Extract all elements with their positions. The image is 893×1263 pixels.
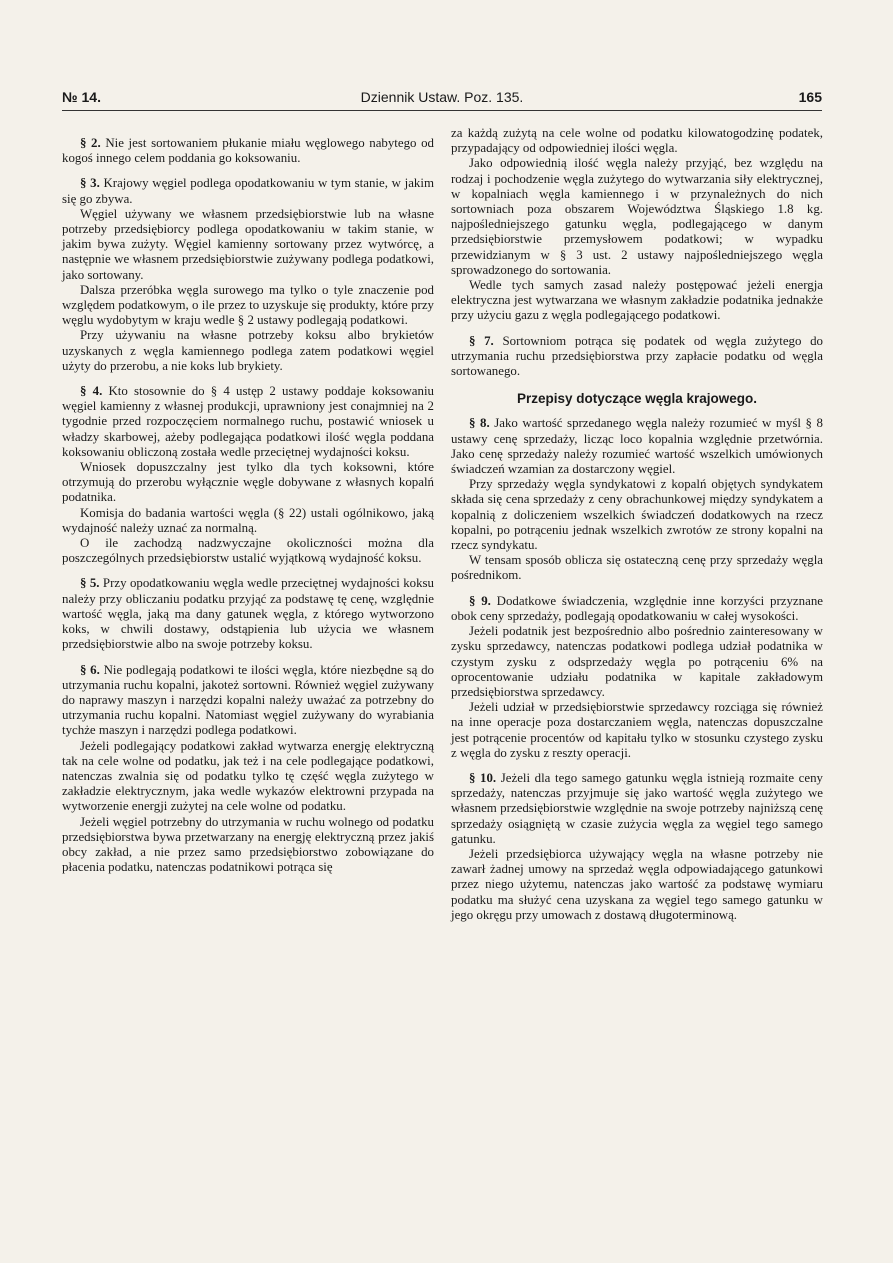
section-number: § 3.: [80, 176, 100, 191]
paragraph-text: Przy sprzedaży węgla syndykatowi z kopalń objętych syndykatem składa się cena sprzedaży z ceny obrachunkowej między syndykatem a kopalnią z doliczeniem wszelkich świadczeń dodatkowych na rzecz kopalni, po potrąceniu jednak wszelkich zwrotów ze strony kopalni na rzecz syndykatu.: [451, 477, 823, 553]
paragraph-text: W tensam sposób oblicza się ostateczną cenę przy sprzedaży węgla pośrednikom.: [451, 553, 823, 583]
paragraph: [451, 700, 823, 761]
paragraph-text: Jeżeli dla tego samego gatunku węgla istnieją rozmaite ceny sprzedaży, natenczas przyjmuje się jako wartość węgla zużytego we własnem przedsiębiorstwie względnie na swoje potrzeby najniższą cenę sprzedaży osiągniętą w czasie zużycia węgla za węgiel tego samego gatunku.: [451, 770, 823, 846]
paragraph: [62, 815, 434, 876]
paragraph: [62, 176, 434, 206]
paragraph: [62, 283, 434, 329]
paragraph: [62, 207, 434, 283]
paragraph: [62, 384, 434, 460]
paragraph-text: Węgiel używany we własnem przedsiębiorstwie lub na własne potrzeby przedsiębiorcy podlega opodatkowaniu w takim stanie, w jakim bywa zużyty. Węgiel kamienny sortowany przez wytwórcę, a następnie we własnem przedsiębiorstwie zużywany podlega podatkowi, jako sortowany.: [62, 206, 434, 282]
paragraph-text: Wedle tych samych zasad należy postępować jeżeli energja elektryczna jest wytwarzana we własnym zakładzie podatnika jednakże przy użyciu gazu z węgla podlegającego podatkowi.: [451, 278, 823, 323]
paragraph: [451, 624, 823, 700]
paragraph-text: Jeżeli przedsiębiorca używający węgla na własne potrzeby nie zawarł żadnej umowy na sprzedaż węgla odpowiadającego gatunkowi przez niego użytemu, natenczas jako wartość za podstawę wymiaru podatku ma służyć cena uzyskana za węgiel tego samego gatunku w jego okręgu przy umowach z dostawą długoterminową.: [451, 846, 823, 922]
paragraph: [62, 506, 434, 536]
page-header: [62, 89, 822, 109]
paragraph-text: Jako odpowiednią ilość węgla należy przyjąć, bez względu na rodzaj i pochodzenie węgla zużytego do wytwarzania siły elektrycznej, w kopalniach węgla kamiennego i w przynależnych do nich sortowniach poza obszarem Województwa Śląskiego 1.8 kg. najpośledniejszego gatunku węgla, podlegającego w danym przedsiębiorstwie przemysłowem podatkowi; w wypadku przewidzianym w § 3 ust. 2 ustawy najpośledniejszego węgla sprowadzonego do sortowania.: [451, 156, 823, 277]
section-number: § 10.: [469, 770, 497, 785]
paragraph: [451, 477, 823, 553]
right-column-bottom: [451, 416, 823, 923]
paragraph-text: Krajowy węgiel podlega opodatkowaniu w tym stanie, w jakim się go zbywa.: [62, 176, 434, 206]
paragraph: [62, 328, 434, 374]
section-number: § 2.: [80, 136, 101, 150]
paragraph-text: Dodatkowe świadczenia, względnie inne korzyści przyznane obok ceny sprzedaży, podlegają opodatkowaniu w całej wysokości.: [451, 593, 823, 623]
paragraph-text: Nie jest sortowaniem płukanie miału węglowego nabytego od kogoś innego celem poddania go koksowaniu.: [62, 136, 434, 166]
paragraph: [451, 126, 823, 156]
paragraph-text: Sortowniom potrąca się podatek od węgla zużytego do utrzymania ruchu przedsiębiorstwa przy zapłacie podatku od węgla sortowanego.: [451, 333, 823, 379]
paragraph-text: Wniosek dopuszczalny jest tylko dla tych koksowni, które otrzymują do przerobu wyłącznie węgle dobywane z własnych kopalń podatnika.: [62, 460, 434, 505]
right-column-top: [451, 126, 823, 379]
paragraph-text: Nie podlegają podatkowi te ilości węgla, które niezbędne są do utrzymania ruchu kopalni, jakoteż sortowni. Również węgiel zużywany do naprawy maszyn i narzędzi kopalni należy uważać za potrzebny do utrzymania ruchu kopalni. Natomiast węgiel zużywany do wyrabiania tychże maszyn i narzędzi podlega podatkowi.: [62, 662, 434, 738]
paragraph-text: Jeżeli udział w przedsiębiorstwie sprzedawcy rozciąga się również na inne operacje poza dostarczaniem węgla, natenczas dopuszczalne jest potrącenie procentów od kapitału tylko w stosunku czystego zysku z węgla do zysku z reszty operacji.: [451, 700, 823, 760]
paragraph: [62, 536, 434, 566]
paragraph-text: za każdą zużytą na cele wolne od podatku kilowatogodzinę podatek, przypadający od odpowiedniej ilości węgla.: [451, 126, 823, 156]
paragraph: [451, 847, 823, 923]
paragraph-text: Jeżeli węgiel potrzebny do utrzymania w ruchu wolnego od podatku przedsiębiorstwa bywa przetwarzany na energję elektryczną przez jakiś obcy zakład, a nie przez samo przedsiębiorstwo zobowiązane do płacenia podatku, natenczas podatnikowi potrąca się: [62, 814, 434, 875]
page-number: 165: [798, 89, 822, 105]
paragraph-text: Kto stosownie do § 4 ustęp 2 ustawy poddaje koksowaniu węgiel kamienny z własnej produkcji, uprawniony jest conajmniej na 2 tygodnie przed rozpoczęciem normalnego ruchu, postawić wniosek u władzy skarbowej, ażeby podlegająca podatkowi ilość węgla poddana koksowaniu obliczoną została wedle przeciętnej wydajności koksu.: [62, 384, 435, 459]
section-heading: Przepisy dotyczące węgla krajowego.: [516, 391, 758, 407]
paragraph-text: Dalsza przeróbka węgla surowego ma tylko o tyle znaczenie pod względem podatkowym, o ile przez to uzyskuje się produkty, które przy węglu wydobytym w kraju wedle § 2 ustawy podlegają podatkowi.: [62, 282, 434, 328]
header-rule: [62, 110, 822, 111]
section-number: § 4.: [80, 384, 103, 399]
section-number: § 8.: [469, 416, 490, 431]
paragraph: [451, 278, 823, 324]
paragraph: [62, 739, 434, 815]
paragraph-text: Jeżeli podatnik jest bezpośrednio albo pośrednio zainteresowany w zysku sprzedawcy, natenczas podatkowi podlega udział podatnika w czystym zysku z odsprzedaży węgla po potrąceniu 6% na oprocentowanie udziału podatnika w kapitale zakładowym przedsiębiorstwa sprzedawcy.: [451, 624, 823, 699]
section-number: § 7.: [469, 333, 494, 348]
paragraph: [451, 416, 823, 477]
section-number: § 5.: [80, 576, 100, 591]
paragraph: [451, 771, 823, 847]
right-column: [451, 126, 823, 923]
paragraph: [451, 553, 823, 583]
paragraph: [62, 576, 434, 652]
journal-title: Dziennik Ustaw. Poz. 135.: [360, 89, 524, 105]
paragraph-text: Przy opodatkowaniu węgla wedle przeciętnej wydajności koksu należy przy obliczaniu podatku przyjąć za podstawę tę cenę, względnie wartość węgla, jaką ma dany gatunek węgla, z którego wytworzono koks, w chwili dostawy, odstąpienia lub użycia we własnem przedsiębiorstwie albo na swoje potrzeby koksu.: [62, 576, 434, 652]
paragraph: [62, 460, 434, 506]
paragraph: [451, 334, 823, 380]
paragraph-text: Przy używaniu na własne potrzeby koksu albo brykietów uzyskanych z węgla kamiennego podlega zatem podatkowi węgiel użyty do przerobu, a nie koks lub brykiety.: [62, 328, 434, 373]
paragraph: [62, 663, 434, 739]
paragraph: [451, 594, 823, 624]
paragraph-text: Jako wartość sprzedanego węgla należy rozumieć w myśl § 8 ustawy cenę sprzedaży, licząc loco kopalnia względnie przetwórnia. Jako cenę sprzedaży należy rozumieć wartość wszelkich umówionych świadczeń wzamian za dostarczony węgiel.: [451, 416, 823, 477]
paragraph-text: O ile zachodzą nadzwyczajne okoliczności można dla poszczególnych przedsiębiorstw ustalić wyjątkową wydajność koksu.: [62, 536, 434, 566]
section-number: § 6.: [80, 662, 100, 677]
paragraph-text: Jeżeli podlegający podatkowi zakład wytwarza energję elektryczną tak na cele wolne od podatku, jak też i na cele podlegające podatkowi, natenczas zwalnia się od podatku tylko tę część węgla zużytego w zakładzie elektrycznym, jaka wedle wykazów elektrowni przypada na wytworzenie energji zużytej na cele wolne od podatku.: [62, 738, 434, 814]
left-column: [62, 126, 434, 875]
paragraph: [451, 156, 823, 278]
paragraph-text: Komisja do badania wartości węgla (§ 22) ustali ogólnikowo, jaką wydajność należy uznać za normalną.: [62, 505, 434, 535]
section-number: § 9.: [469, 593, 491, 608]
paragraph: [62, 136, 434, 166]
issue-number: № 14.: [62, 89, 101, 105]
